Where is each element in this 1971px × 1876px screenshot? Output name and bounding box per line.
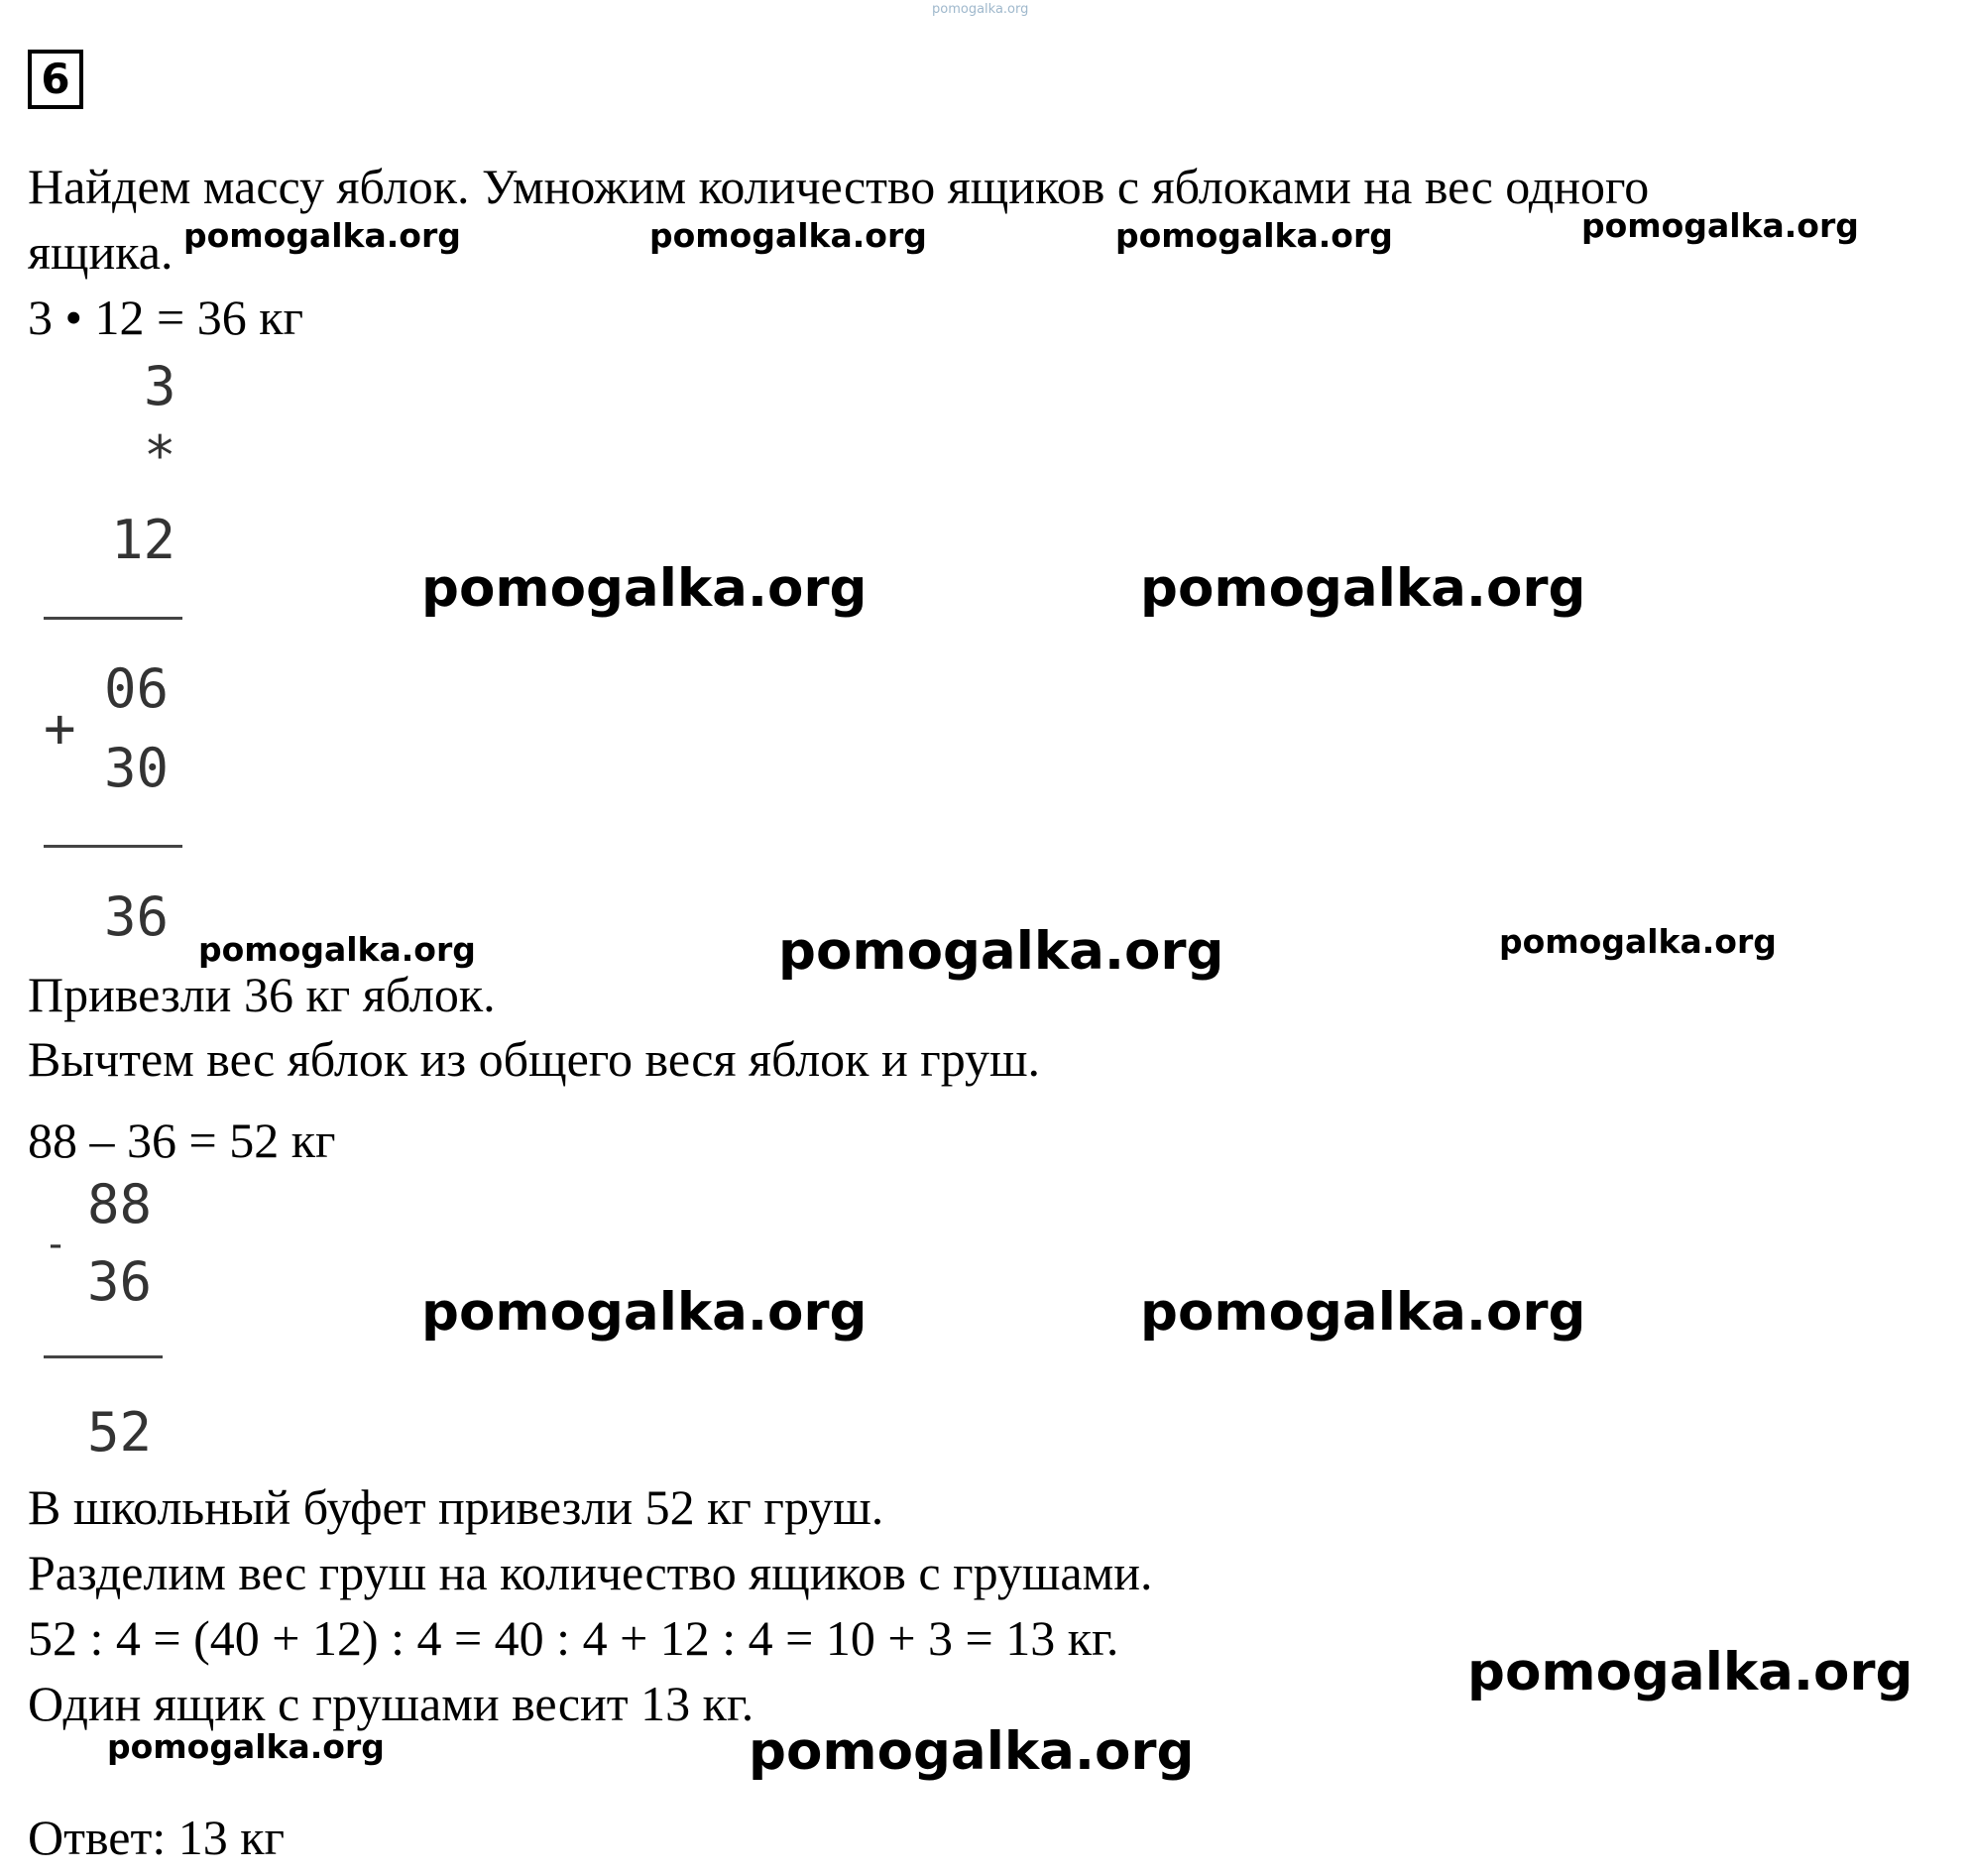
watermark: pomogalka.org [183,216,461,255]
equation-division: 52 : 4 = (40 + 12) : 4 = 40 : 4 + 12 : 4 = 10 + 3 = 13 кг. [28,1610,1119,1666]
sub-subtrahend: 36 [87,1250,153,1313]
mult-partial1: 06 [104,657,170,720]
mult-operator: * [144,424,176,487]
sub-rule [44,1355,163,1358]
watermark: pomogalka.org [749,1721,1195,1782]
watermark: pomogalka.org [1140,558,1586,619]
paragraph-intro-line2: ящика. [28,224,174,280]
mult-partial2: 30 [104,737,170,799]
sub-minuend: 88 [87,1173,153,1235]
paragraph-apples-result: Привезли 36 кг яблок. [28,967,496,1022]
watermark: pomogalka.org [649,216,927,255]
watermark: pomogalka.org [1581,206,1859,245]
watermark: pomogalka.org [1140,1282,1586,1343]
paragraph-pears-result: В школьный буфет привезли 52 кг груш. [28,1479,884,1535]
watermark: pomogalka.org [198,930,476,969]
mult-rule-1 [44,617,182,620]
equation-subtraction: 88 – 36 = 52 кг [28,1113,336,1168]
sub-result: 52 [87,1401,153,1464]
mult-factor2: 12 [111,509,176,571]
paragraph-subtract-intro: Вычтем вес яблок из общего веся яблок и груш. [28,1031,1041,1087]
mult-result: 36 [104,885,170,948]
paragraph-intro-line1: Найдем массу яблок. Умножим количество ящиков с яблоками на вес одного [28,159,1650,214]
mult-factor1: 3 [144,355,176,417]
paragraph-box-weight: Один ящик с грушами весит 13 кг. [28,1676,754,1731]
watermark: pomogalka.org [1115,216,1393,255]
watermark: pomogalka.org [421,1282,868,1343]
watermark: pomogalka.org [421,558,868,619]
watermark: pomogalka.org [107,1727,385,1766]
watermark: pomogalka.org [1467,1642,1913,1702]
watermark: pomogalka.org [778,921,1224,982]
watermark: pomogalka.org [1499,922,1777,961]
mult-plus-sign: + [44,697,76,760]
equation-multiplication: 3 • 12 = 36 кг [28,290,304,345]
watermark-top: pomogalka.org [932,2,1029,17]
sub-minus-sign: - [44,1222,68,1267]
mult-rule-2 [44,845,182,848]
paragraph-divide-intro: Разделим вес груш на количество ящиков с грушами. [28,1545,1153,1600]
task-number-box: 6 [28,50,83,109]
answer: Ответ: 13 кг [28,1810,286,1865]
